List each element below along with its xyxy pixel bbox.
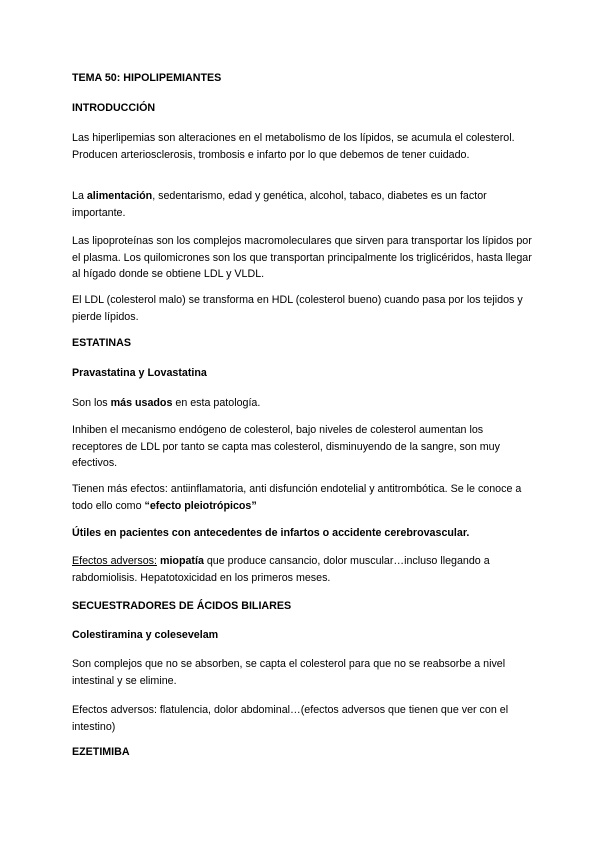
intro-paragraph-2 [72, 188, 532, 221]
sequestrants-paragraph-1: Son complejos que no se absorben, se capta el colesterol para que no se reabsorbe a nivel intestinal y se elimine. [72, 658, 506, 687]
intro-paragraph-4: El LDL (colesterol malo) se transforma en HDL (colesterol bueno) cuando pasa por los tejidos y pierde lípidos. [72, 294, 523, 323]
statins-p3-prefix: Tienen más efectos: antiinflamatoria, anti disfunción endotelial y antitrombótica. Se le conoce a todo ello como [72, 483, 522, 512]
statins-paragraph-2: Inhiben el mecanismo endógeno de colesterol, bajo niveles de colesterol aumentan los receptores de LDL por tanto se capta mas colesterol, disminuyendo de la sangre, son muy efectivos. [72, 424, 500, 469]
intro-p2-rest: , sedentarismo, edad y genética, alcohol, tabaco, diabetes es un factor importante. [72, 190, 487, 219]
section-heading-ezetimiba: EZETIMIBA [72, 746, 130, 758]
intro-p2-bold: alimentación [86, 190, 153, 202]
document-title: TEMA 50: HIPOLIPEMIANTES [72, 72, 222, 84]
statins-paragraph-5 [72, 553, 532, 586]
statins-p5-rest: que produce cansancio, dolor muscular…incluso llegando a rabdomiolisis. Hepatotoxicidad en los primeros meses. [72, 555, 490, 584]
statins-p1-prefix: Son los [72, 397, 111, 409]
subheading-colestiramina: Colestiramina y colesevelam [72, 629, 219, 641]
sequestrants-paragraph-2: Efectos adversos: flatulencia, dolor abdominal…(efectos adversos que tienen que ver con el intestino) [72, 704, 509, 733]
intro-paragraph-3: Las lipoproteínas son los complejos macromoleculares que sirven para transportar los lípidos por el plasma. Los quilomicrones son los que transportan principalmente los triglicéridos, hasta llegar al hígado donde se obtiene LDL y VLDL. [72, 235, 532, 280]
statins-p5-underline: Efectos adversos: [72, 555, 157, 567]
intro-p2-prefix: La [72, 190, 87, 202]
section-heading-estatinas: ESTATINAS [72, 337, 131, 349]
statins-paragraph-1 [72, 395, 532, 412]
statins-p1-bold: más usados [110, 397, 173, 409]
subheading-pravastatina: Pravastatina y Lovastatina [72, 367, 207, 379]
section-heading-secuestradores: SECUESTRADORES DE ÁCIDOS BILIARES [72, 600, 292, 612]
statins-paragraph-3 [72, 481, 532, 514]
section-heading-introduccion: INTRODUCCIÓN [72, 102, 156, 114]
statins-p3-bold: “efecto pleiotrópicos” [144, 499, 257, 512]
statins-p1-rest: en esta patología. [172, 397, 261, 409]
statins-paragraph-4: Útiles en pacientes con antecedentes de infartos o accidente cerebrovascular. [72, 527, 470, 539]
statins-p5-bold: miopatía [159, 555, 204, 567]
intro-paragraph-1: Las hiperlipemias son alteraciones en el metabolismo de los lípidos, se acumula el colesterol. Producen arteriosclerosis, trombosis e infarto por lo que debemos de tener cuidado. [72, 132, 515, 161]
